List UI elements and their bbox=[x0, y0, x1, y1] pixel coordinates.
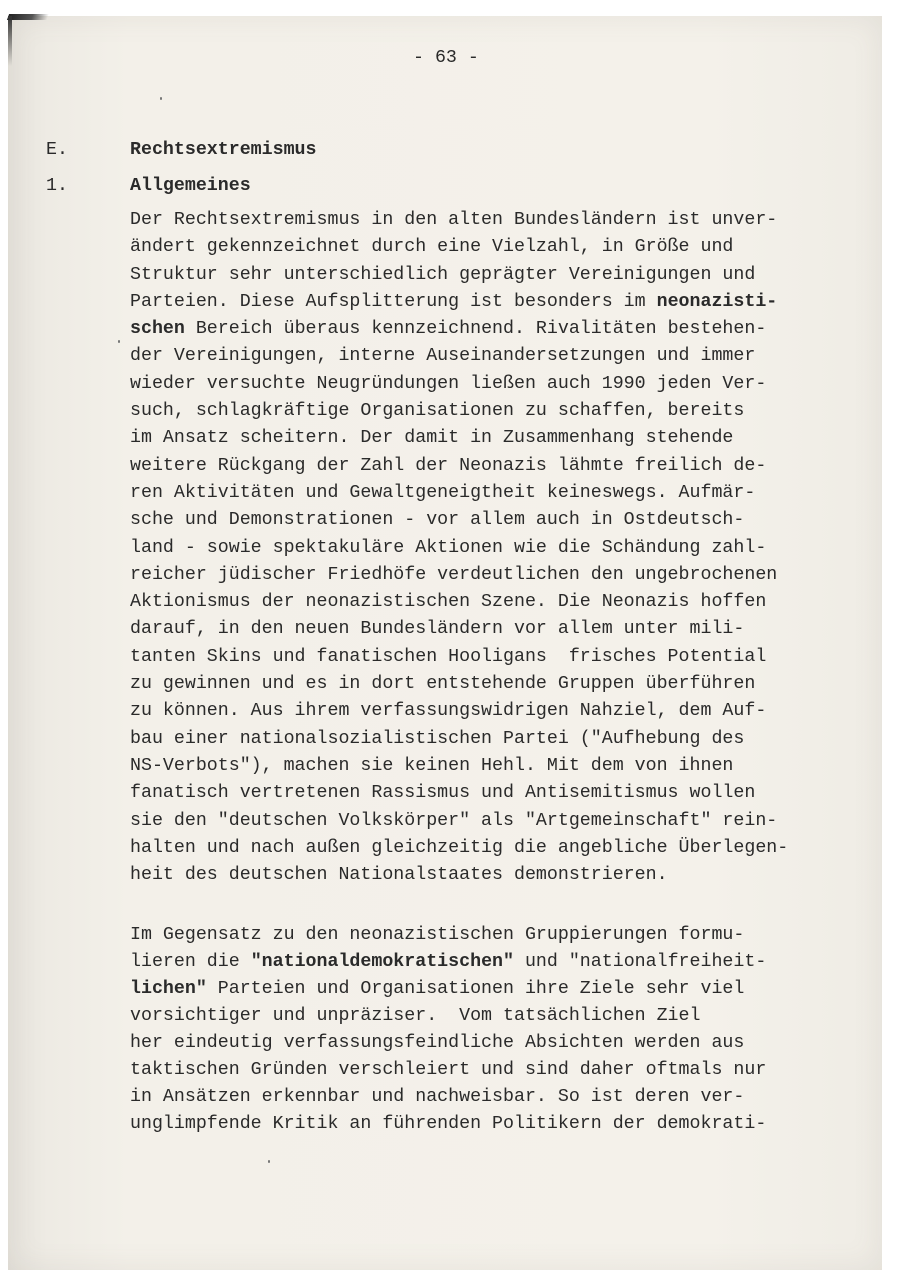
emphasized-text: schen bbox=[130, 319, 185, 340]
text-line: schen Bereich überaus kennzeichnend. Rivalitäten bestehen- bbox=[130, 319, 767, 340]
text-line: lieren die "nationaldemokratischen" und "nationalfreiheit- bbox=[130, 952, 767, 972]
text-line: zu gewinnen und es in dort entstehende Gruppen überführen bbox=[130, 674, 756, 695]
emphasized-text: "nationaldemokratischen" bbox=[250, 952, 514, 972]
scan-speck bbox=[160, 97, 162, 100]
text-line: her eindeutig verfassungsfeindliche Absichten werden aus bbox=[130, 1033, 745, 1053]
text-line: such, schlagkräftige Organisationen zu schaffen, bereits bbox=[130, 401, 745, 422]
text-line: Der Rechtsextremismus in den alten Bundesländern ist unver- bbox=[130, 210, 778, 230]
scan-speck bbox=[268, 1160, 270, 1163]
text-line: weitere Rückgang der Zahl der Neonazis lähmte freilich de- bbox=[130, 455, 767, 476]
emphasized-text: lichen" bbox=[130, 979, 207, 999]
text-line: heit des deutschen Nationalstaates demonstrieren. bbox=[130, 865, 668, 886]
text-line: wieder versuchte Neugründungen ließen auch 1990 jeden Ver- bbox=[130, 373, 767, 394]
subsection-title: Allgemeines bbox=[130, 176, 251, 196]
page-edge-shadow bbox=[8, 16, 12, 66]
text-line: NS-Verbots"), machen sie keinen Hehl. Mit dem von ihnen bbox=[130, 755, 734, 776]
page-corner-shadow bbox=[7, 14, 49, 20]
text-line: vorsichtiger und unpräziser. Vom tatsächlichen Ziel bbox=[130, 1006, 701, 1026]
text-line: im Ansatz scheitern. Der damit in Zusammenhang stehende bbox=[130, 428, 734, 449]
text-line: sche und Demonstrationen - vor allem auch in Ostdeutsch- bbox=[130, 510, 745, 531]
text-line: Im Gegensatz zu den neonazistischen Gruppierungen formu- bbox=[130, 925, 745, 945]
section-title: Rechtsextremismus bbox=[130, 140, 317, 160]
paragraph-2 bbox=[130, 922, 766, 1138]
text-line: land - sowie spektakuläre Aktionen wie die Schändung zahl- bbox=[130, 537, 767, 558]
text-line: ändert gekennzeichnet durch eine Vielzahl, in Größe und bbox=[130, 237, 734, 258]
text-line: taktischen Gründen verschleiert und sind daher oftmals nur bbox=[130, 1060, 767, 1080]
text-line: ren Aktivitäten und Gewaltgeneigtheit keineswegs. Aufmär- bbox=[130, 482, 756, 503]
text-line: unglimpfende Kritik an führenden Politikern der demokrati- bbox=[130, 1114, 767, 1134]
text-line: darauf, in den neuen Bundesländern vor allem unter mili- bbox=[130, 619, 745, 640]
text-line: tanten Skins und fanatischen Hooligans frisches Potential bbox=[130, 646, 767, 667]
text-line: Parteien. Diese Aufsplitterung ist besonders im neonazisti- bbox=[130, 291, 778, 312]
text-line: Struktur sehr unterschiedlich geprägter Vereinigungen und bbox=[130, 264, 756, 285]
subsection-number: 1. bbox=[46, 176, 68, 196]
emphasized-text: neonazisti- bbox=[656, 291, 778, 312]
page-number: - 63 - bbox=[413, 48, 479, 68]
text-line: sie den "deutschen Volkskörper" als "Artgemeinschaft" rein- bbox=[130, 810, 778, 831]
scan-speck bbox=[118, 340, 120, 343]
text-line: bau einer nationalsozialistischen Partei ("Aufhebung des bbox=[130, 728, 745, 749]
section-number: E. bbox=[46, 140, 68, 160]
text-line: halten und nach außen gleichzeitig die angebliche Überlegen- bbox=[130, 837, 789, 858]
text-line: der Vereinigungen, interne Auseinandersetzungen und immer bbox=[130, 346, 756, 367]
paragraph-1 bbox=[130, 207, 788, 889]
text-line: lichen" Parteien und Organisationen ihre Ziele sehr viel bbox=[130, 979, 745, 999]
text-line: Aktionismus der neonazistischen Szene. Die Neonazis hoffen bbox=[130, 592, 767, 613]
text-line: in Ansätzen erkennbar und nachweisbar. So ist deren ver- bbox=[130, 1087, 745, 1107]
text-line: reicher jüdischer Friedhöfe verdeutlichen den ungebrochenen bbox=[130, 564, 778, 585]
text-line: zu können. Aus ihrem verfassungswidrigen Nahziel, dem Auf- bbox=[130, 701, 767, 722]
text-line: fanatisch vertretenen Rassismus und Antisemitismus wollen bbox=[130, 783, 756, 804]
